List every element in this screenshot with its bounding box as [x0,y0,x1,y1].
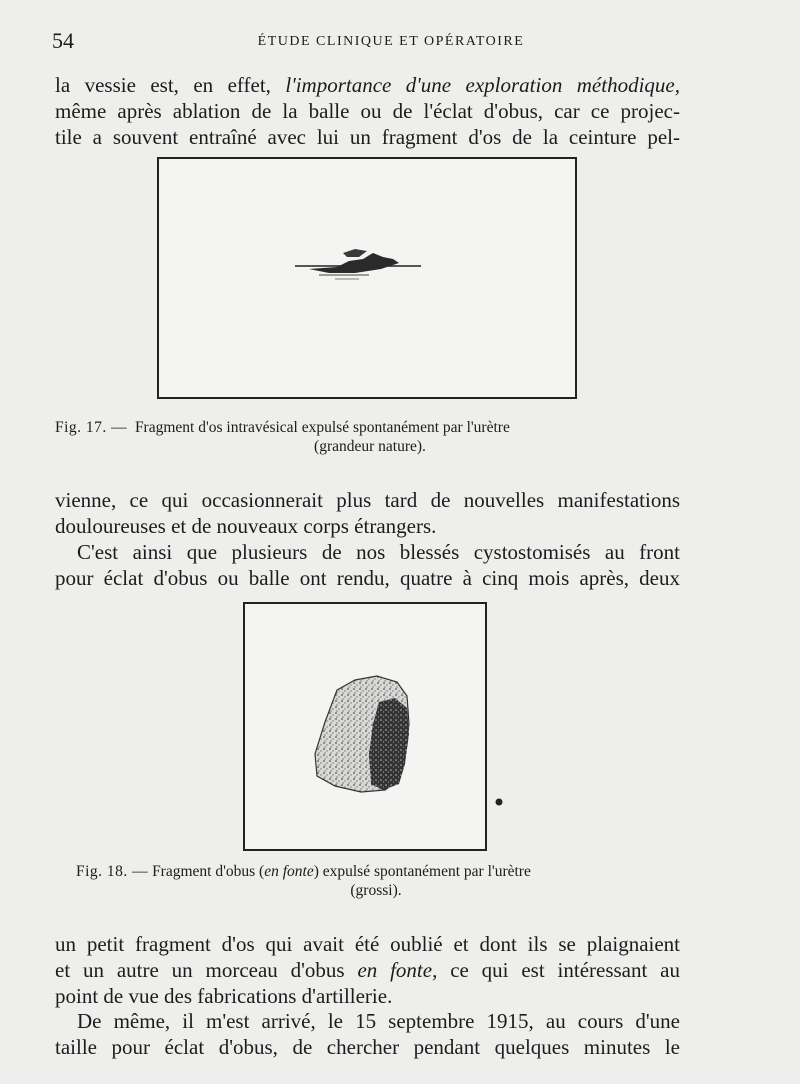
paragraph-line: De même, il m'est arrivé, le 15 septembre 1915, au cours d'une [77,1009,680,1033]
shell-fragment-illustration [245,604,485,849]
figure-label: Fig. 18. — [76,863,149,880]
paragraph-1 [55,72,680,150]
text-run: et un autre un morceau d'obus [55,958,345,982]
paragraph-line: tile a souvent entraîné avec lui un fragment d'os de la ceinture pel- [55,125,680,149]
figure-17-caption [55,418,685,456]
paragraph-line: douloureuses et de nouveaux corps étrangers. [55,514,437,538]
paragraph-line: vienne, ce qui occasionnerait plus tard de nouvelles manifestations [55,488,680,512]
emphasis-text: l'importance d'une exploration méthodique, [285,73,680,97]
paragraph-line: point de vue des fabrications d'artillerie. [55,984,393,1008]
figure-18-caption [76,862,676,900]
caption-line: (grossi). [350,882,402,899]
paragraph-line: pour éclat d'obus ou balle ont rendu, quatre à cinq mois après, deux [55,566,680,590]
caption-text: Fragment d'os intravésical expulsé spontanément par l'urètre [134,419,510,436]
paragraph-5 [55,1008,680,1060]
caption-text: Fragment d'obus ( [152,863,265,880]
page-header [52,28,680,56]
page-number: 54 [52,28,74,53]
caption-text: ) expulsé spontanément par l'urètre [313,863,531,880]
emphasis-text: en fonte [264,863,314,880]
running-title: ÉTUDE CLINIQUE ET OPÉRATOIRE [257,34,525,49]
print-speck [494,797,504,807]
paragraph-line: même après ablation de la balle ou de l'éclat d'obus, car ce projec- [55,99,680,123]
paragraph-2 [55,487,680,539]
caption-line [55,418,685,437]
caption-line: (grandeur nature). [314,438,426,455]
text-run: la vessie est, en effet, [55,73,271,97]
bone-fragment-illustration [159,159,575,397]
figure-18-frame [243,602,487,851]
figure-17-frame [157,157,577,399]
paragraph-3 [55,539,680,591]
emphasis-text: en fonte, [357,958,438,982]
paragraph-line: C'est ainsi que plusieurs de nos blessés cystostomisés au front [77,540,680,564]
figure-label: Fig. 17. — [55,419,128,436]
paragraph-line [55,72,680,98]
text-run: ce qui est intéressant au [450,958,680,982]
caption-line [76,862,676,881]
paragraph-line: un petit fragment d'os qui avait été oublié et dont ils se plaignaient [55,932,680,956]
paragraph-4 [55,931,680,1009]
paragraph-line: taille pour éclat d'obus, de chercher pendant quelques minutes le [55,1035,680,1059]
paragraph-line [55,957,680,983]
